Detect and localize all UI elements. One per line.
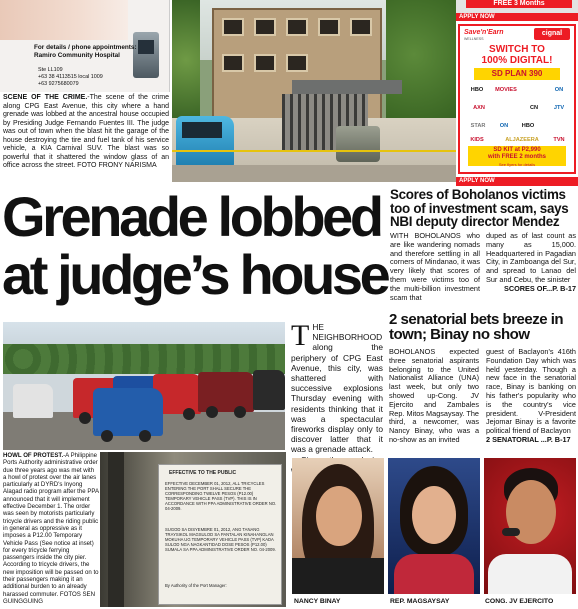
boholanos-col-2-text: duped as of last count as many as 15,000. Headquartered in Pagadian City, in Zamboanga del Sur, and spread to Lanao del Sur and Cebu, the sinister [486, 231, 576, 284]
save-earn-sub: WELLNESS [464, 37, 484, 41]
boholanos-headline[interactable]: Scores of Boholanos victims too of investment scam, says NBI deputy director Mendez [390, 187, 569, 230]
switch-line-1: SWITCH TO [489, 44, 545, 55]
channel-logo: ALJAZEERA [505, 137, 539, 143]
kit-line-2: with FREE 2 months [487, 154, 546, 160]
notice-body-cebuano: SUGOD SA DISYEMBRE 01, 2012, ANG TANANG TRAYSIKOL MAGSULOD SA PANTALAN KINAHANGLAN MOKUHA UG TEMPORARY VEHICLE PASS (TVP) KADA SULOD NGA NAGKANTIDAD DOSE PESOS (P12.00) SUMALA SA PPA ADMINISTRATIVE ORDER NO. 04-2009. [165, 527, 276, 552]
howl-text: -A Philippine Ports Authority administrative order due three years ago was met with a howl of protest over the air lanes particularly at DYRD's Inyong Alagad radio program after the PPA announced that it will implement effective December 1. The order was seen by motorists particularly tricycle drivers and the riding public in general as oppressive as it imposes a P12.00 Temporary Vehicle Pass (See notice at inset) for every tricycle ferrying passengers inside the city pier. According to tricycle drivers, the new imposition will be passed on to their passengers making it an additional burden to an already harassed commuter. FOTOS SEN GUINGGUING [3, 452, 99, 605]
ad-suite: Ste LL109 [38, 67, 63, 73]
senatorial-col-2-text: guest of Baclayon's 416th Foundation Day which was held yesterday. Though a new face in the senatorial race, Binay is banking on his father's popularity who is the country's vice president. V-President Jejomar Binay is a favorite political friend of Baclayon [486, 347, 576, 436]
channel-logos [464, 84, 574, 146]
senatorial-col-2 [486, 348, 576, 445]
sd-plan-badge: SD PLAN 390 [474, 68, 560, 80]
channel-logo: HBO [521, 123, 535, 129]
headline-line-2: at judge’s house [2, 243, 388, 306]
senatorial-story [389, 312, 576, 462]
notice-body-english: EFFECTIVE DECEMBER 01, 2012, ALL TRICYCLES ENTERING THE PORT SHALL SECURE THE CORRESPONDING TWELVE PESOS (P12.00) TEMPORARY VEHICLE PASS (TVP). THIS IS IN ACCORDANCE WITH PPA ADMINISTRATIVE ORDER NO. 04-2009. [165, 481, 277, 511]
free-months-banner: FREE 3 Months [466, 0, 572, 8]
ad-photo [0, 0, 128, 40]
caption-lead: SCENE OF THE CRIME. [3, 94, 88, 101]
grenade-story [291, 319, 383, 462]
portrait-magsaysay [388, 458, 480, 594]
senatorial-jump-link[interactable]: 2 SENATORIAL ...P. B-17 [486, 434, 571, 444]
cignal-logo: cignal [534, 28, 570, 40]
kit-line-3: See flyers for details [498, 162, 536, 167]
channel-logo: JTV [553, 105, 565, 111]
notice-title: EFFECTIVE TO THE PUBLIC [169, 470, 237, 476]
notice-signature: By Authority of the Port Manager: [165, 583, 227, 588]
drop-cap: T [291, 319, 310, 352]
notice-board [158, 464, 282, 605]
ad-phone-2: +63 9275680079 [38, 81, 79, 87]
caption-nancy-binay: NANCY BINAY [294, 598, 341, 605]
channel-logo: CN [529, 105, 539, 111]
ad-hospital-name: Ramiro Community Hospital [34, 52, 120, 59]
channel-logo: ON [554, 87, 564, 93]
channel-logo: ON [499, 123, 509, 129]
boholanos-jump-link[interactable]: SCORES OF...P. B-17 [503, 283, 576, 293]
sd-kit-offer [468, 146, 566, 166]
boholanos-body [390, 232, 576, 302]
senatorial-col-1: BOHOLANOS expected three senatorial aspirants belonging to the United Nationalist Alliance (UNA) last week, but only two showed up-Cong. JV Ejercito and Zambales Rep. Mitos Magsaysay. The third, a newcomer, was Nancy Binay, who was a no-show as an invited [389, 347, 479, 444]
cignal-ad [456, 0, 578, 188]
howl-lead: HOWL OF PROTEST. [3, 452, 64, 459]
howl-of-protest-caption [3, 452, 99, 608]
channel-logo: KIDS [470, 137, 484, 143]
ad-phone-1: +63 38 4113515 local 1009 [38, 74, 103, 80]
senatorial-headline[interactable]: 2 senatorial bets breeze in town; Binay no show [389, 311, 564, 344]
caption-magsaysay: REP. MAGSAYSAY [390, 598, 450, 605]
channel-logo: TVN [553, 137, 565, 143]
apply-now-top: APPLY NOW [456, 13, 578, 21]
suv-vehicle [336, 126, 380, 162]
main-headline[interactable] [2, 185, 388, 312]
machine-illustration [133, 32, 159, 78]
boholanos-col-1: WITH BOHOLANOS who are like wandering nomads and therefore settling in all corners of Mindanao, it was very likely that scores of them were victims too of the multi-billion investment scam that [390, 231, 480, 302]
caption-text: -The scene of the crime along CPG East Avenue, this city where a hand grenade was lobbed at the ancestral house occupied by Presiding Judge Fernando Fuentes III. The judge was out of town when the blast hit the garage of the house destroying the tire and fuel tank of his service vehicle, a KIA Carnival SUV. The blast was so powerful that it shattered the window glass of an office across the street. FOTO FRONY NARISMA [3, 94, 169, 169]
grenade-story-text: HE NEIGHBORHOOD along the periphery of CPG East Avenue, this city, was shattered with successive explosions Thursday evening with residents thinking that it was a spectacular fireworks display only to discover latter that it was a grenade attack. [291, 322, 383, 455]
channel-logo: MOVIES [495, 87, 517, 93]
boholanos-story [390, 188, 576, 308]
tricycles-photo [3, 322, 285, 450]
kit-line-1: SD KIT at P2,990 [493, 147, 541, 153]
hospital-ad [0, 0, 170, 92]
portrait-jv-ejercito [484, 458, 576, 594]
notice-board-photo [100, 452, 286, 607]
boholanos-col-2 [486, 232, 576, 294]
channel-logo: HBO [470, 87, 484, 93]
portrait-nancy-binay [292, 458, 384, 594]
switch-headline [460, 44, 574, 66]
switch-line-2: 100% DIGITAL! [481, 55, 553, 66]
channel-logo: AXN [473, 105, 485, 111]
crime-scene-photo [172, 0, 456, 182]
ad-details-label: For details / phone appointments: [34, 44, 137, 51]
police-tape [172, 150, 456, 152]
save-earn-logo: Save'n'Earn [464, 29, 504, 36]
blue-van [176, 116, 234, 166]
headline-line-1: Grenade lobbed [2, 185, 381, 248]
channel-logo: STAR [470, 123, 486, 129]
cignal-panel [458, 24, 576, 174]
apply-now-bottom: APPLY NOW [456, 177, 578, 186]
caption-jv-ejercito: CONG. JV EJERCITO [485, 598, 554, 605]
